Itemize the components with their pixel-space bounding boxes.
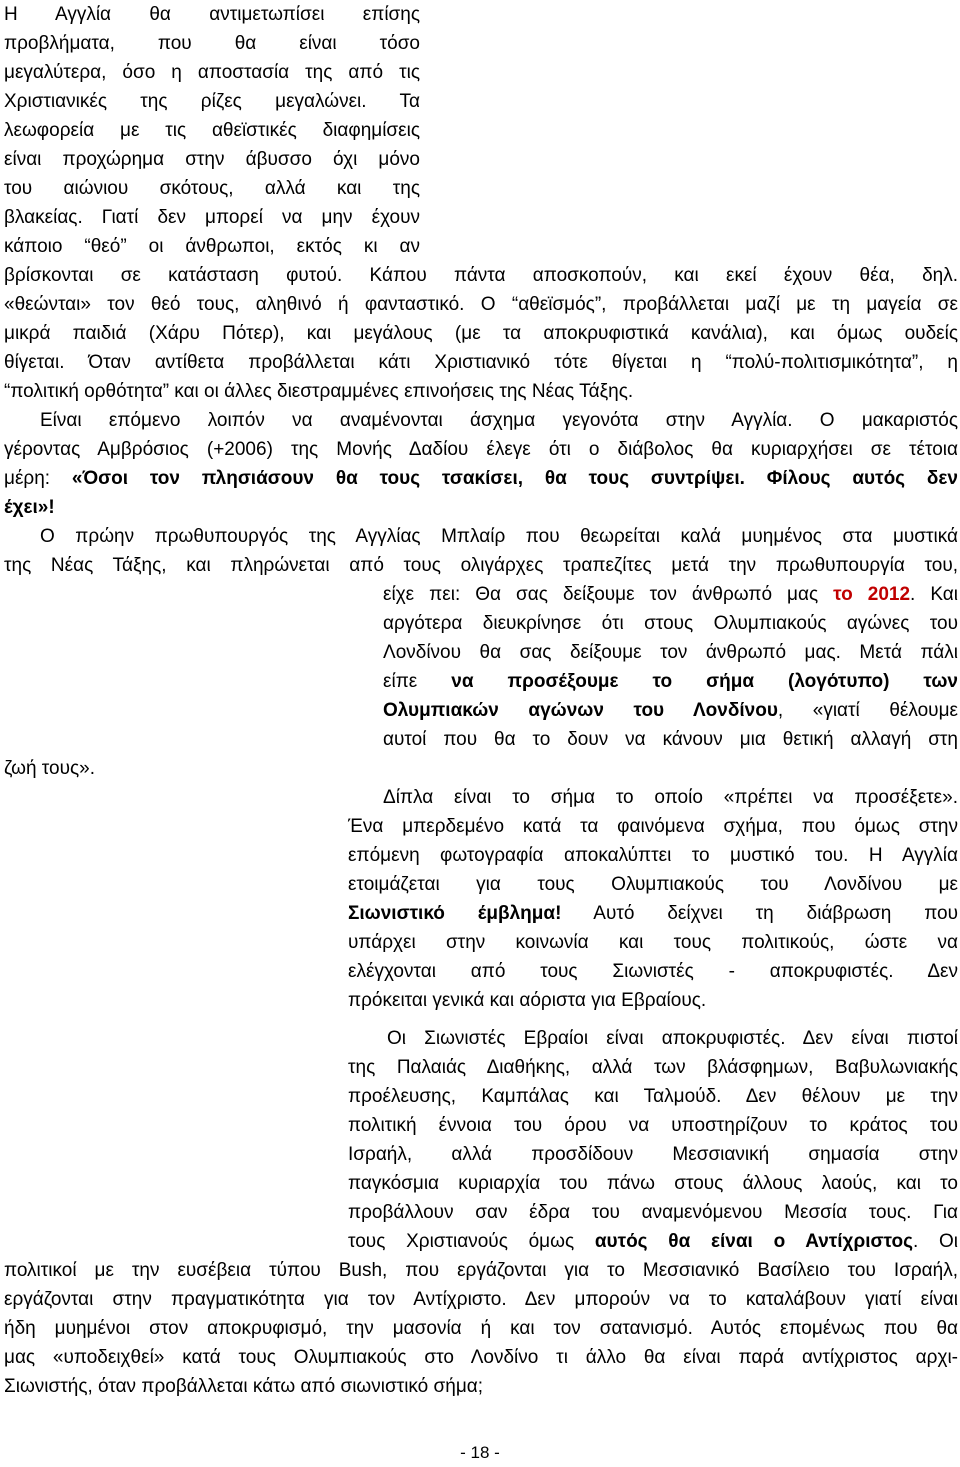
text-run: τους Χριστιανούς όμως [348, 1231, 595, 1252]
text-run: . Και [910, 584, 958, 605]
text-line: ζωή τους». [4, 758, 95, 779]
text-line: εργάζονται στην πραγματικότητα για τον Αντίχριστο. Δεν μπορούν να το καταλάβουν γιατί είναι [4, 1289, 958, 1310]
text-line: Ένα μπερδεμένο κατά τα φαινόμενα σχήμα, που όμως στην [348, 816, 958, 837]
quote-bold: «Όσοι τον πλησιάσουν θα τους τσακίσει, θα τους συντρίψει. Φίλους αυτός δεν [71, 468, 958, 489]
text-line: «θεώνται» τον θεό τους, αληθινό ή φανταστικό. Ο “αθεϊσμός”, προβάλλεται μαζί με τη μαγεία σε [4, 294, 958, 315]
text-line: Ο πρώην πρωθυπουργός της Αγγλίας Μπλαίρ που θεωρείται καλά μυημένος στα μυστικά [40, 526, 958, 547]
text-run: Αυτό δείχνει τη διάβρωση που [561, 903, 959, 924]
bold-run: Σιωνιστικό έμβλημα! [348, 903, 562, 924]
text-line [348, 1227, 958, 1256]
text-run: , «γιατί θέλουμε [777, 700, 958, 721]
text-line: είναι προχώρημα στην άβυσσο όχι μόνο [4, 149, 420, 170]
year-highlight: το 2012 [833, 584, 911, 605]
text-line: της Παλαιάς Διαθήκης, αλλά των βλάσφημων, Βαβυλωνιακής [348, 1057, 958, 1078]
text-run: . Οι [912, 1231, 958, 1252]
text-line: Χριστιανικές της ρίζες μεγαλώνει. Τα [4, 91, 420, 112]
text-line: πολιτική έννοια του όρου να υποστηρίζουν το κράτος του [348, 1115, 958, 1136]
bold-run: αυτός θα είναι ο Αντίχριστος [594, 1231, 913, 1252]
text-line: Η Αγγλία θα αντιμετωπίσει επίσης [4, 4, 420, 25]
text-line: Σιωνιστής, όταν προβάλλεται κάτω από σιωνιστικό σήμα; [4, 1376, 484, 1397]
text-line: Δίπλα είναι το σήμα το οποίο «πρέπει να προσέξετε». [383, 787, 958, 808]
text-line: του αιώνιου σκότους, αλλά και της [4, 178, 420, 199]
text-line: Είναι επόμενο λοιπόν να αναμένονται άσχημα γεγονότα στην Αγγλία. Ο μακαριστός [40, 410, 958, 431]
text-run: είχε πει: Θα σας δείξουμε τον άνθρωπό μας [383, 584, 834, 605]
text-run: μέρη: [4, 468, 72, 489]
bold-run: να προσέξουμε το σήμα (λογότυπο) των [451, 671, 958, 692]
text-line: προβάλλουν σαν έδρα του αναμενόμενου Μεσσία τους. Για [348, 1202, 958, 1223]
text-line: πολιτικοί με την ευσέβεια τύπου Bush, που εργάζονται για το Μεσσιανικό Βασίλειο του Ισραήλ, [4, 1260, 958, 1281]
text-line: Λονδίνου θα σας δείξουμε τον άνθρωπό μας. Μετά πάλι [383, 642, 958, 663]
text-line [348, 899, 958, 928]
text-line: γέροντας Αμβρόσιος (+2006) της Μονής Δαδίου έλεγε ότι ο διάβολος θα κυριαρχήσει σε τέτοια [4, 439, 958, 460]
text-line: λεωφορεία με τις αθεϊστικές διαφημίσεις [4, 120, 420, 141]
text-line: προέλευσης, Καμπάλας και Ταλμούδ. Δεν θέλουν με την [348, 1086, 958, 1107]
text-line: μεγαλύτερα, όσο η αποστασία της από τις [4, 62, 420, 83]
text-line: επόμενη φωτογραφία αποκαλύπτει το μυστικό του. Η Αγγλία [348, 845, 958, 866]
text-line: Ισραήλ, αλλά προσδίδουν Μεσσιανική σημασία στην [348, 1144, 958, 1165]
bold-run: Ολυμπιακών αγώνων του Λονδίνου [383, 700, 778, 721]
text-line: αργότερα διευκρίνησε ότι στους Ολυμπιακούς αγώνες του [383, 613, 958, 634]
page-number: - 18 - [460, 1443, 500, 1462]
text-line: αυτοί που θα το δουν να κάνουν μια θετική αλλαγή στη [383, 729, 958, 750]
text-line [383, 580, 958, 609]
text-line [383, 696, 958, 725]
text-line: “πολιτική ορθότητα” και οι άλλες διεστραμμένες επινοήσεις της Νέας Τάξης. [4, 381, 634, 402]
text-line: βλακείας. Γιατί δεν μπορεί να μην έχουν [4, 207, 420, 228]
text-line: κάποιο “θεό” οι άνθρωποι, εκτός κι αν [4, 236, 420, 257]
text-line: μικρά παιδιά (Χάρυ Πότερ), και μεγάλους (με τα αποκρυφιστικά κανάλια), και όμως ουδείς [4, 323, 958, 344]
text-line: της Νέας Τάξης, και πληρώνεται από τους ολιγάρχες τραπεζίτες μετά την πρωθυπουργία του, [4, 555, 958, 576]
text-line: Οι Σιωνιστές Εβραίοι είναι αποκρυφιστές. Δεν είναι πιστοί [387, 1028, 958, 1049]
text-line [4, 464, 958, 493]
text-line: παγκόσμια κυριαρχία του πάνω στους άλλους λαούς, και το [348, 1173, 958, 1194]
text-line: βρίσκονται σε κατάσταση φυτού. Κάπου πάντα αποσκοπούν, και εκεί έχουν θέα, δηλ. [4, 265, 958, 286]
text-line: μας «υποδειχθεί» κατά τους Ολυμπιακούς στο Λονδίνο τι άλλο θα είναι παρά αντίχριστος αρχι- [4, 1347, 958, 1368]
text-line: θίγεται. Όταν αντίθετα προβάλλεται κάτι Χριστιανικό τότε θίγεται η “πολύ-πολιτισμικότητα”, η [4, 352, 958, 373]
text-run: είπε [383, 671, 452, 692]
text-line: πρόκειται γενικά και αόριστα για Εβραίους. [348, 990, 707, 1011]
text-line: προβλήματα, που θα είναι τόσο [4, 33, 420, 54]
text-line: ήδη μυημένοι στον αποκρυφισμό, την μασονία ή και τον σατανισμό. Αυτός επομένως που θα [4, 1318, 958, 1339]
text-line [383, 667, 958, 696]
text-line: ελέγχονται από τους Σιωνιστές - αποκρυφιστές. Δεν [348, 961, 958, 982]
text-line: υπάρχει στην κοινωνία και τους πολιτικούς, ώστε να [348, 932, 958, 953]
text-line: έχει»! [4, 497, 55, 518]
text-line: ετοιμάζεται για τους Ολυμπιακούς του Λονδίνου με [348, 874, 958, 895]
